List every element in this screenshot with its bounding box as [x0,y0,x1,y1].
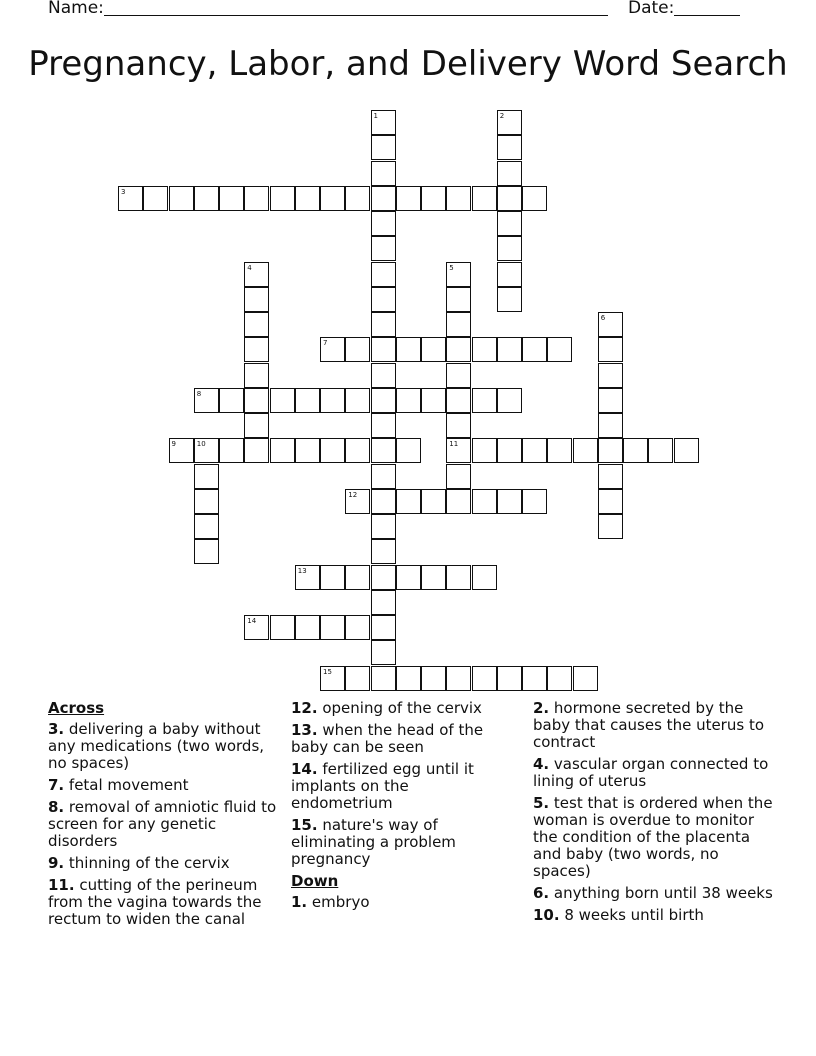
crossword-cell[interactable] [371,640,396,665]
crossword-cell[interactable] [371,211,396,236]
crossword-cell[interactable] [320,615,345,640]
clue-text: 8 weeks until birth [559,906,704,924]
crossword-cell[interactable] [446,565,471,590]
crossword-cell[interactable] [371,413,396,438]
crossword-cell[interactable] [421,565,446,590]
clues-column-3 [533,700,773,929]
crossword-cell[interactable] [497,438,522,463]
clue-text: cutting of the perineum from the vagina towards the rectum to widen the canal [48,876,262,928]
crossword-cell[interactable] [244,337,269,362]
crossword-cell[interactable] [371,186,396,211]
crossword-cell[interactable] [522,186,547,211]
crossword-cell[interactable] [522,489,547,514]
clue-num: 6. [533,884,550,902]
clue-num: 7. [48,776,65,794]
crossword-cell[interactable] [143,186,168,211]
clue-num: 2. [533,699,550,717]
crossword-cell[interactable] [270,615,295,640]
crossword-cell[interactable] [169,186,194,211]
name-label: Name: [48,0,104,18]
clue-text: embryo [307,893,370,911]
clue-num: 10. [533,906,560,924]
crossword-cell[interactable] [345,186,370,211]
crossword-cell[interactable] [320,388,345,413]
crossword-cell[interactable] [674,438,699,463]
clue-number: 3 [121,187,126,196]
crossword-cell[interactable] [573,666,598,691]
crossword-cell[interactable] [219,186,244,211]
crossword-cell[interactable] [497,287,522,312]
clue-item [533,700,773,751]
crossword-cell[interactable] [497,388,522,413]
crossword-cell[interactable] [497,161,522,186]
crossword-cell[interactable] [648,438,673,463]
clue-number: 13 [297,566,307,575]
clue-number: 7 [323,339,328,348]
clue-text: hormone secreted by the baby that causes the uterus to contract [533,699,764,751]
crossword-cell[interactable] [345,615,370,640]
crossword-cell[interactable] [244,363,269,388]
clue-text: removal of amniotic fluid to screen for any genetic disorders [48,798,277,850]
crossword-cell[interactable] [244,287,269,312]
clue-text: vascular organ connected to lining of uterus [533,755,769,790]
crossword-cell[interactable] [320,438,345,463]
crossword-cell[interactable] [295,186,320,211]
clue-num: 11. [48,876,75,894]
crossword-cell[interactable] [497,236,522,261]
clue-num: 15. [291,816,318,834]
crossword-cell[interactable] [421,666,446,691]
clue-text: delivering a baby without any medications (two words, no spaces) [48,720,265,772]
crossword-cell[interactable] [371,161,396,186]
clue-num: 9. [48,854,65,872]
clue-text: anything born until 38 weeks [549,884,773,902]
crossword-cell[interactable] [446,464,471,489]
crossword-cell[interactable] [219,438,244,463]
crossword-cell[interactable] [497,337,522,362]
crossword-cell[interactable] [244,312,269,337]
clue-number: 10 [196,440,206,449]
clue-num: 4. [533,755,550,773]
clue-number: 14 [247,617,257,625]
crossword-cell[interactable] [295,565,320,590]
crossword-cell[interactable] [598,489,623,514]
down-heading: Down [291,872,339,890]
clue-item [533,907,773,924]
crossword-cell[interactable] [320,186,345,211]
crossword-cell[interactable] [623,438,648,463]
clue-number: 15 [323,667,332,676]
clue-text: when the head of the baby can be seen [291,721,484,756]
crossword-cell[interactable] [320,565,345,590]
clue-num: 3. [48,720,65,738]
crossword-cell[interactable] [371,135,396,160]
crossword-cell[interactable] [295,388,320,413]
crossword-cell[interactable] [446,287,471,312]
date-label: Date: [628,0,675,18]
crossword-cell[interactable] [345,438,370,463]
crossword-cell[interactable] [396,186,421,211]
crossword-cell[interactable] [446,186,471,211]
crossword-cell[interactable] [598,388,623,413]
crossword-cell[interactable] [244,413,269,438]
crossword-cell[interactable] [169,438,194,463]
crossword-cell[interactable] [522,337,547,362]
crossword-cell[interactable] [118,186,143,211]
crossword-cell[interactable] [371,464,396,489]
crossword-cell[interactable] [598,514,623,539]
clue-num: 5. [533,794,550,812]
crossword-cell[interactable] [598,464,623,489]
crossword-cell[interactable] [497,489,522,514]
crossword-cell[interactable] [371,287,396,312]
crossword-cell[interactable] [371,615,396,640]
crossword-cell[interactable] [598,312,623,337]
clue-item [533,756,773,790]
crossword-cell[interactable] [244,388,269,413]
crossword-cell[interactable] [396,337,421,362]
crossword-cell[interactable] [547,337,572,362]
crossword-cell[interactable] [522,438,547,463]
crossword-cell[interactable] [345,565,370,590]
clue-number: 6 [600,314,606,322]
crossword-cell[interactable] [371,388,396,413]
crossword-cell[interactable] [497,186,522,211]
crossword-cell[interactable] [371,236,396,261]
clue-number: 9 [171,440,176,449]
crossword-cell[interactable] [295,438,320,463]
clue-item [48,799,280,850]
crossword-cell[interactable] [522,666,547,691]
clues-column-1 [48,700,280,933]
crossword-cell[interactable] [345,388,370,413]
crossword-cell[interactable] [295,615,320,640]
crossword-cell[interactable] [371,489,396,514]
clue-item [291,700,506,717]
crossword-cell[interactable] [497,135,522,160]
crossword-cell[interactable] [472,388,497,413]
clue-item [48,721,280,772]
crossword-cell[interactable] [194,388,219,413]
crossword-cell[interactable] [371,110,396,135]
clue-text: test that is ordered when the woman is overdue to monitor the condition of the placenta and baby (two words, no spaces) [533,794,773,880]
crossword-cell[interactable] [194,514,219,539]
crossword-cell[interactable] [396,388,421,413]
crossword-cell[interactable] [345,337,370,362]
crossword-cell[interactable] [371,539,396,564]
clues-column-2 [291,700,506,916]
crossword-cell[interactable] [497,666,522,691]
clue-num: 13. [291,721,318,739]
clue-number: 12 [348,490,358,499]
crossword-cell[interactable] [472,337,497,362]
crossword-cell[interactable] [194,489,219,514]
crossword-cell[interactable] [244,186,269,211]
clue-text: opening of the cervix [317,699,482,717]
crossword-cell[interactable] [371,666,396,691]
crossword-cell[interactable] [598,363,623,388]
clue-num: 12. [291,699,318,717]
crossword-cell[interactable] [345,489,370,514]
crossword-cell[interactable] [497,262,522,287]
crossword-cell[interactable] [345,666,370,691]
crossword-cell[interactable] [219,388,244,413]
crossword-cell[interactable] [446,262,471,287]
crossword-cell[interactable] [371,565,396,590]
crossword-cell[interactable] [194,464,219,489]
crossword-cell[interactable] [320,337,345,362]
crossword-cell[interactable] [573,438,598,463]
clue-item [291,817,506,868]
crossword-cell[interactable] [244,262,269,287]
crossword-cell[interactable] [472,565,497,590]
crossword-cell[interactable] [598,337,623,362]
clue-num: 8. [48,798,65,816]
crossword-cell[interactable] [194,539,219,564]
crossword-cell[interactable] [547,438,572,463]
crossword-cell[interactable] [371,337,396,362]
crossword-cell[interactable] [371,514,396,539]
crossword-cell[interactable] [421,388,446,413]
clue-item [48,877,280,928]
crossword-cell[interactable] [270,186,295,211]
crossword-cell[interactable] [446,312,471,337]
crossword-cell[interactable] [472,438,497,463]
clue-item [291,722,506,756]
crossword-cell[interactable] [446,363,471,388]
clue-number: 11 [449,440,459,449]
crossword-cell[interactable] [270,438,295,463]
clue-number: 4 [247,263,252,272]
crossword-cell[interactable] [371,590,396,615]
crossword-cell[interactable] [396,565,421,590]
crossword-cell[interactable] [598,413,623,438]
clue-text: nature's way of eliminating a problem pregnancy [291,816,456,868]
crossword-cell[interactable] [371,262,396,287]
crossword-cell[interactable] [446,489,471,514]
crossword-cell[interactable] [421,337,446,362]
clue-text: thinning of the cervix [64,854,230,872]
clue-item [48,777,280,794]
crossword-cell[interactable] [446,413,471,438]
clue-item [291,761,506,812]
crossword-cell[interactable] [270,388,295,413]
clue-text: fetal movement [64,776,189,794]
crossword-cell[interactable] [320,666,345,691]
clue-num: 14. [291,760,318,778]
crossword-cell[interactable] [371,363,396,388]
clue-text: fertilized egg until it implants on the endometrium [291,760,474,812]
crossword-cell[interactable] [371,438,396,463]
crossword-cell[interactable] [396,438,421,463]
crossword-cell[interactable] [396,666,421,691]
clue-item [533,795,773,880]
clue-item [533,885,773,902]
crossword-cell[interactable] [371,312,396,337]
crossword-cell[interactable] [446,666,471,691]
crossword-cell[interactable] [244,615,269,640]
clue-item [291,894,506,911]
clue-item [48,855,280,872]
clue-number: 5 [449,263,454,272]
clue-number: 1 [373,112,378,120]
crossword-cell[interactable] [194,186,219,211]
crossword-cell[interactable] [472,666,497,691]
crossword-cell[interactable] [396,489,421,514]
crossword-cell[interactable] [421,186,446,211]
crossword-cell[interactable] [472,186,497,211]
across-heading: Across [48,699,105,717]
clue-num: 1. [291,893,308,911]
crossword-cell[interactable] [446,438,471,463]
crossword-cell[interactable] [244,438,269,463]
crossword-cell[interactable] [497,211,522,236]
crossword-cell[interactable] [598,438,623,463]
clue-number: 8 [196,389,202,398]
crossword-cell[interactable] [446,388,471,413]
crossword-cell[interactable] [421,489,446,514]
crossword-cell[interactable] [547,666,572,691]
clue-number: 2 [499,112,505,120]
crossword-cell[interactable] [446,337,471,362]
page-title: Pregnancy, Labor, and Delivery Word Search [28,44,788,84]
crossword-cell[interactable] [472,489,497,514]
crossword-cell[interactable] [497,110,522,135]
crossword-cell[interactable] [194,438,219,463]
